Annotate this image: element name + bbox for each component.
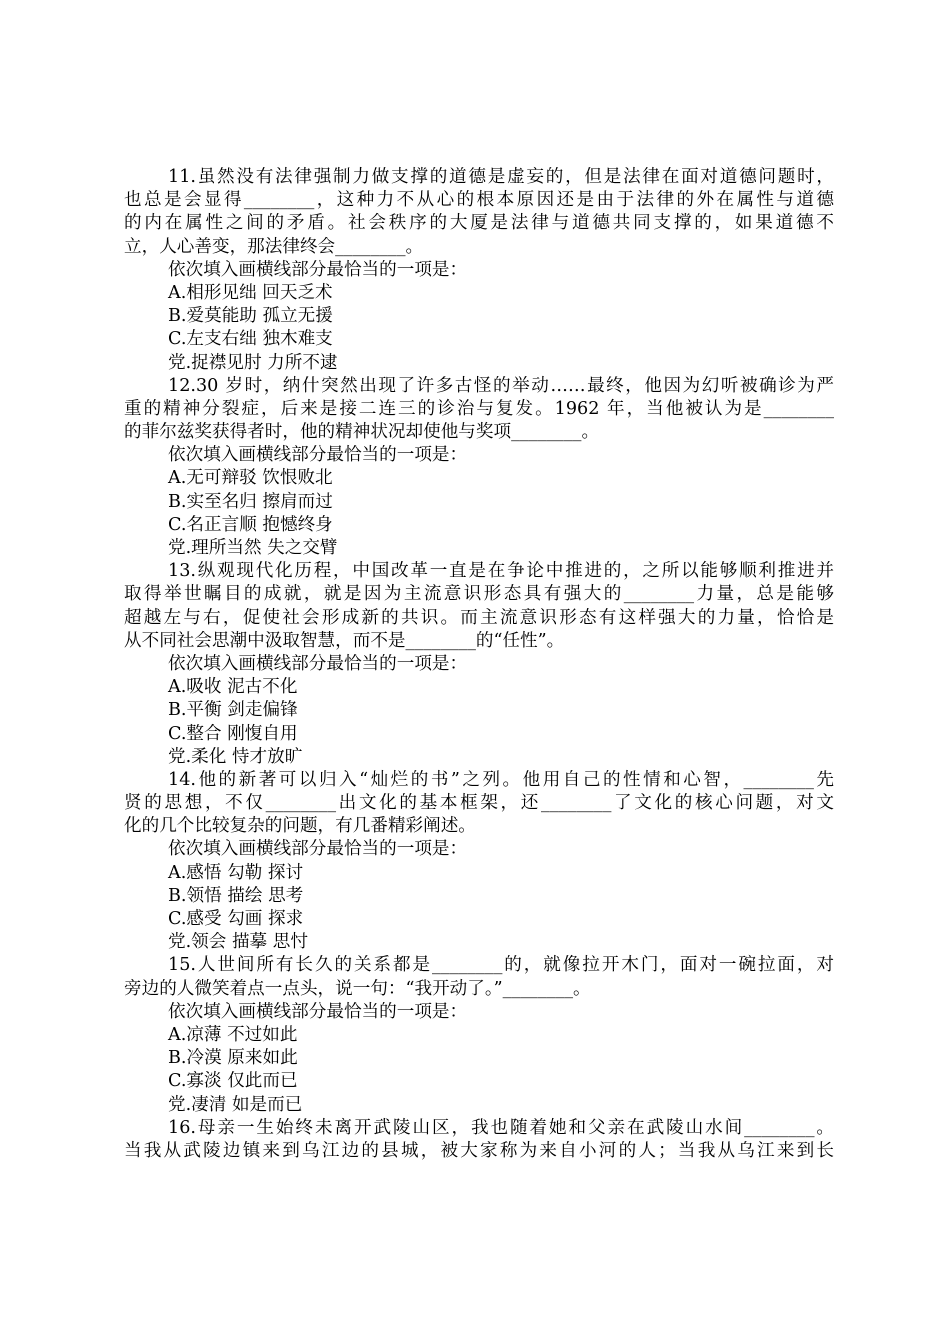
question-text-line: 贤的思想，不仅________出文化的基本框架，还________了文化的核心问题，对文	[124, 793, 834, 814]
option-b: B.平衡 剑走偏锋	[168, 700, 298, 721]
option-d: 党.理所当然 失之交臂	[168, 538, 338, 558]
option-c: C.寡淡 仅此而已	[168, 1071, 298, 1092]
option-a: A.吸收 泥古不化	[168, 677, 298, 698]
question-prompt: 依次填入画横线部分最恰当的一项是：	[168, 839, 468, 860]
question-prompt: 依次填入画横线部分最恰当的一项是：	[168, 259, 468, 280]
option-d: 党.捉襟见肘 力所不逮	[168, 352, 338, 373]
question-text-line: 11.虽然没有法律强制力做支撑的道德是虚妄的，但是法律在面对道德问题时，	[168, 167, 834, 187]
question-prompt: 依次填入画横线部分最恰当的一项是：	[168, 1001, 468, 1022]
question-15	[124, 954, 950, 1116]
question-text-line: 的内在属性之间的矛盾。社会秩序的大厦是法律与道德共同支撑的，如果道德不	[124, 213, 834, 234]
option-d: 党.柔化 恃才放旷	[168, 746, 303, 767]
option-c: C.左支右绌 独木难支	[168, 329, 333, 350]
question-13	[124, 560, 950, 769]
question-11	[124, 166, 950, 375]
option-c: C.整合 刚愎自用	[168, 723, 298, 744]
question-text-line: 13.纵观现代化历程，中国改革一直是在争论中推进的，之所以能够顺利推进并	[168, 561, 834, 582]
question-text-line: 超越左与右，促使社会形成新的共识。而主流意识形态有这样强大的力量，恰恰是	[124, 607, 834, 628]
question-text-line: 当我从武陵边镇来到乌江边的县城，被大家称为来自小河的人；当我从乌江来到长	[124, 1140, 834, 1161]
question-text-line: 旁边的人微笑着点一点头，说一句：“我开动了。”________。	[124, 978, 591, 999]
option-b: B.实至名归 擦肩而过	[168, 491, 333, 512]
question-text-line: 从不同社会思潮中汲取智慧，而不是________的“任性”。	[124, 630, 565, 651]
option-d: 党.领会 描摹 思忖	[168, 932, 308, 953]
option-c: C.名正言顺 抱憾终身	[168, 514, 333, 535]
question-text-line: 14.他的新著可以归入“灿烂的书”之列。他用自己的性情和心智，________先	[168, 769, 834, 790]
question-text-line: 也总是会显得________，这种力不从心的根本原因还是由于法律的外在属性与道德	[124, 190, 834, 211]
option-a: A.相形见绌 回天乏术	[168, 282, 333, 303]
option-b: B.冷漠 原来如此	[168, 1048, 298, 1069]
question-16	[124, 1117, 950, 1163]
option-c: C.感受 勾画 探求	[168, 909, 304, 929]
question-14	[124, 769, 950, 955]
option-d: 党.凄清 如是而已	[168, 1094, 303, 1115]
option-a: A.感悟 勾勒 探讨	[168, 862, 304, 883]
question-text-line: 15.人世间所有长久的关系都是________的，就像拉开木门，面对一碗拉面，对	[168, 955, 834, 976]
question-text-line: 16.母亲一生始终未离开武陵山区，我也随着她和父亲在武陵山水间________。	[168, 1117, 834, 1138]
question-text-line: 12.30 岁时，纳什突然出现了许多古怪的举动……最终，他因为幻听被确诊为严	[168, 375, 834, 396]
question-text-line: 重的精神分裂症，后来是接二连三的诊治与复发。1962 年，当他被认为是________	[124, 398, 834, 419]
question-prompt: 依次填入画横线部分最恰当的一项是：	[168, 445, 468, 466]
question-prompt: 依次填入画横线部分最恰当的一项是：	[168, 653, 468, 674]
question-text-line: 的菲尔兹奖获得者时，他的精神状况却使他与奖项________。	[124, 422, 600, 443]
option-b: B.领悟 描绘 思考	[168, 885, 304, 906]
option-b: B.爱莫能助 孤立无援	[168, 306, 333, 327]
option-a: A.凉薄 不过如此	[168, 1024, 298, 1045]
question-12	[124, 375, 950, 561]
option-a: A.无可辩驳 饮恨败北	[168, 468, 333, 489]
question-text-line: 化的几个比较复杂的问题，有几番精彩阐述。	[124, 816, 476, 837]
question-text-line: 立，人心善变，那法律终会________。	[124, 236, 424, 257]
question-text-line: 取得举世瞩目的成就，就是因为主流意识形态具有强大的________力量，总是能够	[124, 584, 834, 605]
